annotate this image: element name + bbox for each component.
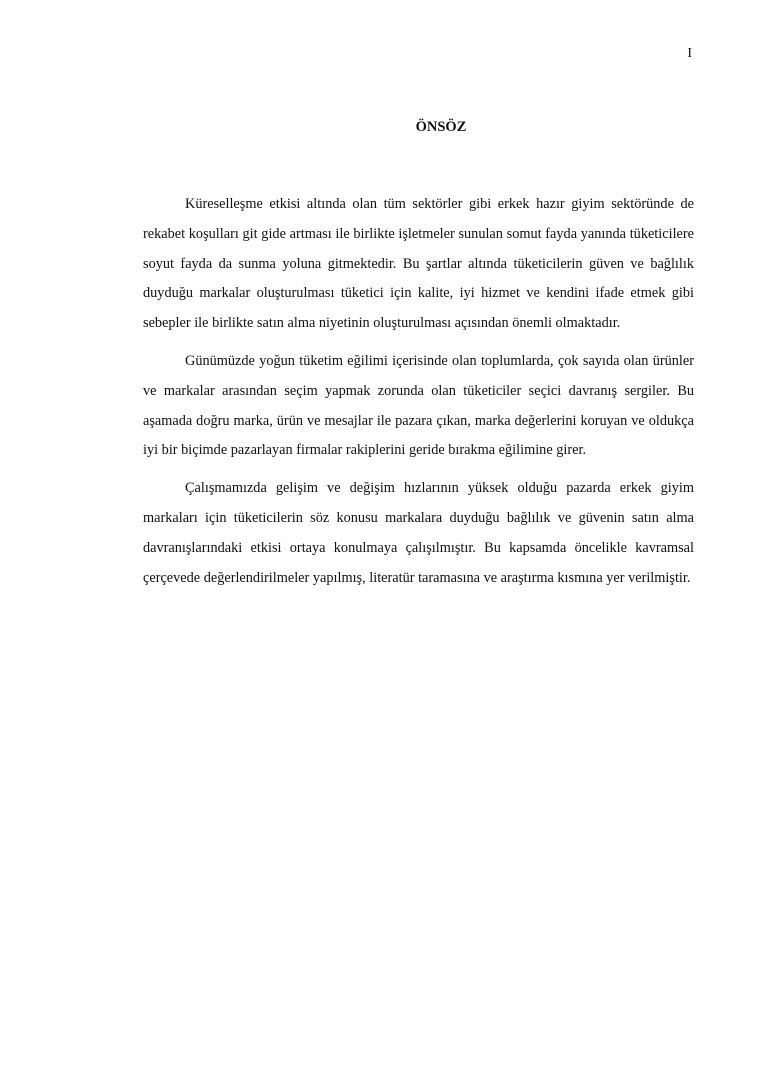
body-text (143, 190, 694, 601)
page-number: I (687, 46, 692, 61)
paragraph-1: Küreselleşme etkisi altında olan tüm sektörler gibi erkek hazır giyim sektöründe de rekabet koşulları git gide artması ile birlikte işletmeler sunulan somut fayda yanında tüketicilere soyut fayda da sunma yoluna gitmektedir. Bu şartlar altında tüketicilerin güven ve bağlılık duyduğu markalar oluşturulması tüketici için kalite, iyi hizmet ve kendini ifade etmek gibi sebepler ile birlikte satın alma niyetinin oluşturulması açısından önemli olmaktadır. (143, 196, 694, 332)
paragraph-2: Günümüzde yoğun tüketim eğilimi içerisinde olan toplumlarda, çok sayıda olan ürünler ve markalar arasından seçim yapmak zorunda olan tüketiciler seçici davranış sergiler. Bu aşamada doğru marka, ürün ve mesajlar ile pazara çıkan, marka değerlerini koruyan ve oldukça iyi bir biçimde pazarlayan firmalar rakiplerini geride bırakma eğilimine girer. (143, 352, 694, 459)
page-title: ÖNSÖZ (415, 119, 467, 135)
paragraph-3: Çalışmamızda gelişim ve değişim hızlarının yüksek olduğu pazarda erkek giyim markaları için tüketicilerin söz konusu markalara duyduğu bağlılık ve güvenin satın alma davranışlarındaki etkisi ortaya konulmaya çalışılmıştır. Bu kapsamda öncelikle kavramsal çerçevede değerlendirilmeler yapılmış, literatür taramasına ve araştırma kısmına yer verilmiştir. (143, 480, 694, 586)
